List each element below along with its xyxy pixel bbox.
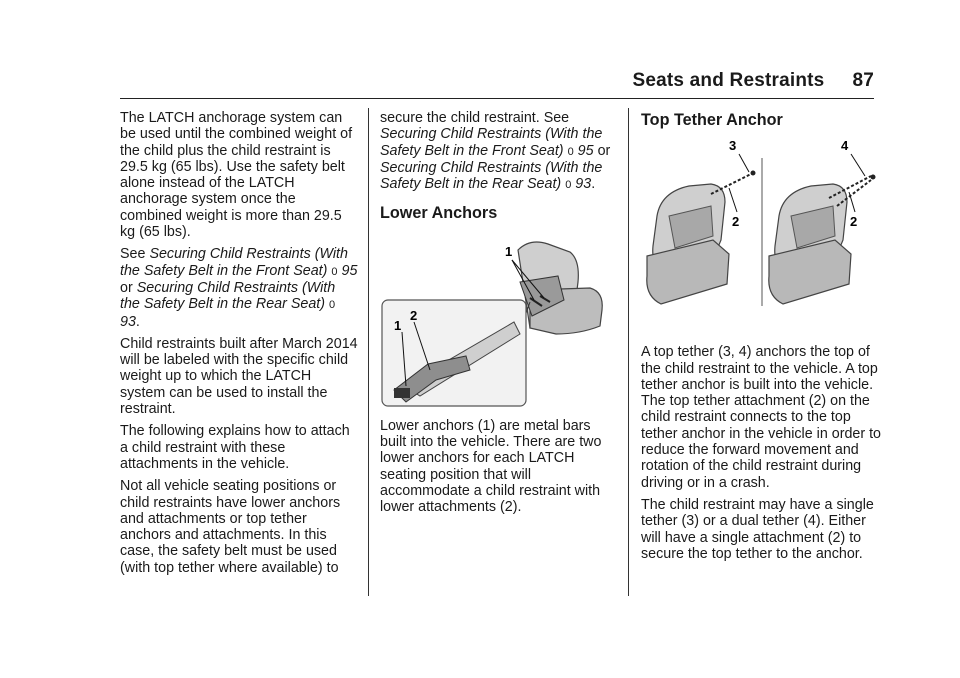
paragraph: The LATCH anchorage system can be used until the combined weight of the child plus the child restraint is 29.5 kg (65 lbs). Use the safety belt alone instead of the LATCH anchorage system once the combined weight is more than 29.5 kg (65 lbs). bbox=[120, 110, 353, 241]
section-heading: Lower Anchors bbox=[380, 204, 498, 223]
paragraph: Not all vehicle seating positions or child restraints have lower anchors and attachments or top tether anchors and attachments. In this case, the safety belt must be used (with top tether where available) to bbox=[120, 478, 341, 576]
column-2 bbox=[380, 110, 615, 522]
tether-anchor-shape bbox=[871, 175, 876, 180]
cross-reference-link[interactable]: Securing Child Restraints (With the Safety Belt in the Front Seat) bbox=[380, 126, 603, 159]
header-rule bbox=[120, 98, 874, 99]
top-tether-illustration bbox=[641, 136, 879, 336]
callout-line bbox=[729, 188, 737, 212]
lower-anchors-illustration bbox=[380, 230, 614, 410]
figure-caption: Lower anchors (1) are metal bars built into the vehicle. There are two lower anchors for each LATCH seating position that will accommodate a child restraint with lower attachments (2). bbox=[380, 417, 602, 516]
callout-label: 2 bbox=[850, 214, 858, 230]
callout-label: 1 bbox=[394, 317, 402, 333]
page-ref[interactable]: 93 bbox=[120, 313, 136, 330]
cross-reference-link[interactable]: Securing Child Restraints (With the Safety Belt in the Rear Seat) bbox=[120, 279, 336, 313]
cross-reference-link[interactable]: Securing Child Restraints (With the Safety Belt in the Front Seat) bbox=[120, 246, 348, 279]
paragraph: The child restraint may have a single tether (3) or a dual tether (4). Either will have a single attachment (2) to secure the top tether to the anchor. bbox=[641, 496, 874, 562]
page-header bbox=[632, 70, 874, 92]
paragraph: The following explains how to attach a child restraint with these attachments in the vehicle. bbox=[120, 423, 350, 472]
section-title: Seats and Restraints bbox=[632, 70, 825, 91]
callout-line bbox=[739, 154, 749, 172]
callout-line bbox=[851, 154, 865, 176]
column-divider bbox=[628, 108, 629, 596]
callout-line bbox=[849, 192, 855, 212]
page-ref[interactable]: 95 bbox=[341, 262, 358, 279]
page-arrow-icon: 0 bbox=[565, 179, 572, 192]
column-divider bbox=[368, 108, 369, 596]
page-ref[interactable]: 93 bbox=[575, 176, 592, 193]
paragraph-see-references: See Securing Child Restraints (With the Safety Belt in the Front Seat) 0 95 or Securing Child Restraints (With the Safety Belt in the Rear Seat) 0 93. bbox=[120, 246, 358, 330]
callout-label: 2 bbox=[410, 307, 418, 323]
page-arrow-icon: 0 bbox=[567, 145, 574, 158]
callout-label: 1 bbox=[505, 243, 513, 259]
tether-anchor-shape bbox=[751, 171, 756, 176]
section-heading: Top Tether Anchor bbox=[641, 111, 783, 129]
callout-label: 4 bbox=[841, 138, 849, 154]
cross-reference-link[interactable]: Securing Child Restraints (With the Safety Belt in the Rear Seat) bbox=[380, 159, 603, 193]
column-1 bbox=[120, 110, 358, 582]
column-3 bbox=[641, 110, 881, 568]
page-number: 87 bbox=[852, 70, 874, 91]
page-arrow-icon: 0 bbox=[331, 265, 338, 278]
anchor-bar-shape bbox=[394, 388, 410, 398]
page-arrow-icon: 0 bbox=[329, 299, 336, 312]
tether-strap bbox=[711, 174, 751, 194]
paragraph: A top tether (3, 4) anchors the top of the child restraint to the vehicle. A top tether anchor is built into the vehicle. The top tether attachment (2) on the child restraint connects to the top tether anchor in the vehicle in order to reduce the forward movement and rotation of the child restraint during driving or in a crash. bbox=[641, 344, 882, 491]
callout-label: 2 bbox=[732, 214, 740, 230]
callout-label: 3 bbox=[729, 138, 737, 154]
page-ref[interactable]: 95 bbox=[577, 142, 594, 159]
paragraph-see-references: secure the child restraint. See Securing Child Restraints (With the Safety Belt in the Front Seat) 0 95 or Securing Child Restraints (With the Safety Belt in the Rear Seat) 0 93. bbox=[380, 110, 611, 193]
paragraph: Child restraints built after March 2014 will be labeled with the specific child weight up to which the LATCH system can be used to install the restraint. bbox=[120, 335, 358, 418]
